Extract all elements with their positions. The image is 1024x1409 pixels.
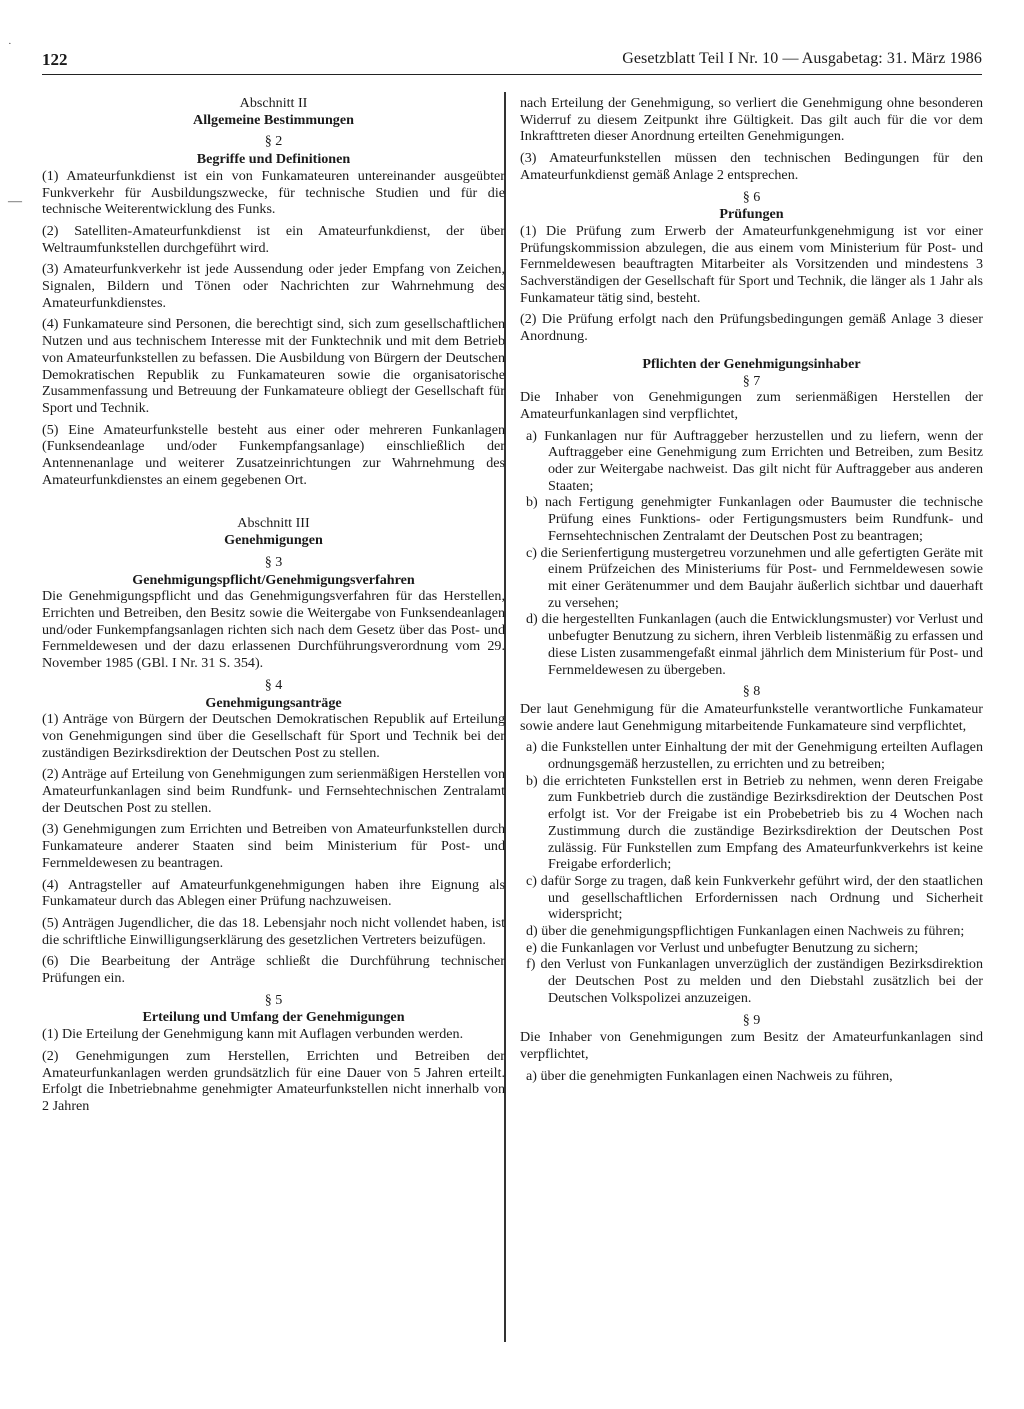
paragraph: (3) Genehmigungen zum Errichten und Betreiben von Amateurfunkstellen durch Funkamateure anderer Staaten sind beim Ministerium für Post- und Fernmeldewesen zu beantragen. [42, 821, 505, 871]
list-item: d) die hergestellten Funkanlagen (auch die Entwicklungsmuster) vor Verlust und unbefugter Benutzung zu sichern, ihren Verbleib listenmäßig zu erfassen und diese Listen zusammengefaßt einmal jährlich dem Ministerium für Post- und Fernmeldewesen zu übergeben. [526, 611, 983, 678]
right-column [520, 95, 983, 1084]
paragraph: (1) Amateurfunkdienst ist ein von Funkamateuren untereinander ausgeübter Funkverkehr für Ausbildungszwecke, für technische Studien und für die technische Weiterentwicklung des Funks. [42, 167, 505, 218]
paragraph: (3) Amateurfunkverkehr ist jede Aussendung oder jeder Empfang von Zeichen, Signalen, Bildern und Tönen oder Nachrichten zur Wahrnehmung des Amateurfunkdienstes. [42, 261, 505, 311]
list-item: c) dafür Sorge zu tragen, daß kein Funkverkehr geführt wird, der den staatlichen und gesellschaftlichen Erfordernissen nach Ordnung und Sicherheit widerspricht; [526, 872, 983, 923]
paragraph: Die Inhaber von Genehmigungen zum serienmäßigen Herstellen der Amateurfunkanlagen sind verpflichtet, [520, 389, 983, 422]
paragraph: Der laut Genehmigung für die Amateurfunkstelle verantwortliche Funkamateur sowie andere laut Genehmigung mitarbeitende Funkamateure sind verpflichtet, [520, 700, 983, 734]
paragraph: (6) Die Bearbeitung der Anträge schließt die Durchführung technischer Prüfungen ein. [42, 953, 505, 987]
list-item: a) die Funkstellen unter Einhaltung der mit der Genehmigung erteilten Auflagen ordnungsgemäß herzustellen, zu errichten und zu betreiben; [526, 739, 983, 773]
paragraph: (2) Genehmigungen zum Herstellen, Errichten und Betreiben der Amateurfunkanlagen werden grundsätzlich für eine Dauer von 5 Jahren erteilt. Erfolgt die Inbetriebnahme genehmigter Amateurfunkstellen nicht innerhalb von 2 Jahren [42, 1047, 505, 1114]
paragraph: (3) Amateurfunkstellen müssen den technischen Bedingungen für den Amateurfunkdienst gemäß Anlage 2 entsprechen. [520, 150, 983, 183]
section-title: Allgemeine Bestimmungen [193, 111, 354, 128]
section-label: Abschnitt III [237, 515, 310, 532]
scan-mark: · [8, 38, 12, 50]
paragraph: (5) Anträgen Jugendlicher, die das 18. Lebensjahr noch nicht vollendet haben, ist die schriftliche Einwilligungserklärung des gesetzlichen Vertreters beizufügen. [42, 914, 505, 948]
paragraph: (4) Funkamateure sind Personen, die berechtigt sind, sich zum gesellschaftlichen Nutzen und aus technischem Interesse mit der Funktechnik und mit dem Betrieb von Amateurfunkstellen zu befassen. Die Ausbildung von Bürgern der Deutschen Demokratischen Republik zu Funkamateuren sowie die organisatorische Zusammenfassung und Betreuung der Funkamateure obliegt der Gesellschaft für Sport und Technik. [42, 316, 505, 416]
paragraph: Die Inhaber von Genehmigungen zum Besitz der Amateurfunkanlagen sind verpflichtet, [520, 1029, 983, 1062]
article-number: § 4 [264, 676, 283, 693]
subsection-title: Pflichten der Genehmigungsinhaber [642, 355, 861, 372]
page-header [42, 50, 982, 75]
list-item: c) die Serienfertigung mustergetreu vorzunehmen und alle gefertigten Geräte mit einem Prüfzeichen des Ministeriums für Post- und Fernmeldewesen sowie mit einer Gerätenummer und dem Baujahr äußerlich sichtbar und dauerhaft zu versehen; [526, 544, 983, 611]
paragraph: (2) Anträge auf Erteilung von Genehmigungen zum serienmäßigen Herstellen von Amateurfunkanlagen sind beim Rundfunk- und Fernsehtechnischen Zentralamt der Deutschen Post zu stellen. [42, 766, 505, 816]
section-label: Abschnitt II [239, 95, 308, 111]
article-number: § 8 [742, 683, 761, 700]
article-title: Erteilung und Umfang der Genehmigungen [142, 1009, 405, 1026]
list-item: d) über die genehmigungspflichtigen Funkanlagen einen Nachweis zu führen; [526, 923, 965, 940]
paragraph: nach Erteilung der Genehmigung, so verliert die Genehmigung ohne besonderen Widerruf zu diesem Zeitpunkt ihre Gültigkeit. Das gilt auch für die vor dem Inkrafttreten dieser Anordnung erteilten Genehmigungen. [520, 95, 983, 145]
margin-mark: — [8, 194, 22, 209]
list-item: a) Funkanlagen nur für Auftraggeber herzustellen und zu liefern, wenn der Auftraggeber eine Genehmigung zum Errichten und Betreiben, zum Besitz oder zur Weitergabe nachweist. Das gilt nicht für Auftraggeber aus anderen Staaten; [526, 427, 983, 494]
section-title: Genehmigungen [224, 532, 323, 549]
paragraph: (2) Die Prüfung erfolgt nach den Prüfungsbedingungen gemäß Anlage 3 dieser Anordnung. [520, 311, 983, 345]
paragraph: Die Genehmigungspflicht und das Genehmigungsverfahren für das Herstellen, Errichten und Betreiben, den Besitz sowie die Weitergabe von Funksendeanlagen und/oder Funkempfangsanlagen richten sich nach dem Gesetz über das Post- und Fernmeldewesen und der dazu erlassenen Durchführungsverordnung vom 29. November 1985 (GBl. I Nr. 31 S. 354). [42, 588, 505, 672]
article-number: § 5 [264, 991, 283, 1008]
paragraph: (5) Eine Amateurfunkstelle besteht aus einer oder mehreren Funkanlagen (Funksendeanlage und/oder Funkempfangsanlage) einschließlich der Antennenanlage und weiterer Zusatzeinrichtungen zur Wahrnehmung des Amateurfunkdienstes an einem gegebenen Ort. [42, 421, 505, 488]
list-item: b) die errichteten Funkstellen erst in Betrieb zu nehmen, wenn deren Freigabe zum Funkbetrieb durch die zuständige Bezirksdirektion der Deutschen Post erfolgt ist. Vor der Freigabe ist ein Probebetrieb bis zu 4 Wochen nach Zustimmung durch die zuständige Bezirksdirektion der Deutschen Post zulässig. Für Funkstellen zum Empfang des Amateurfunkverkehrs ist keine Freigabe erforderlich; [526, 772, 983, 873]
article-number: § 2 [264, 133, 283, 150]
article-title: Genehmigungsanträge [205, 694, 342, 711]
paragraph: (1) Die Erteilung der Genehmigung kann mit Auflagen verbunden werden. [42, 1026, 464, 1043]
list-item: b) nach Fertigung genehmigter Funkanlagen oder Baumuster die technische Prüfung eines Funktions- oder Fertigungsmusters beim Rundfunk- und Fernsehtechnischen Zentralamt der Deutschen Post zu beantragen; [526, 494, 983, 544]
article-number: § 6 [742, 188, 761, 205]
page-number: 122 [42, 50, 68, 69]
paragraph: (2) Satelliten-Amateurfunkdienst ist ein Amateurfunkdienst, der über Weltraumfunkstellen durchgeführt wird. [42, 222, 505, 256]
paragraph: (1) Die Prüfung zum Erwerb der Amateurfunkgenehmigung ist vor einer Prüfungskommission abzulegen, die aus einem vom Ministerium für Post- und Fernmeldewesen beauftragten Mitarbeiter als Vorsitzenden und mindestens 3 Sachverständigen der Gesellschaft für Sport und Technik, die länger als 1 Jahr als Funkamateur tätig sind, besteht. [520, 222, 983, 306]
article-title: Begriffe und Definitionen [196, 151, 351, 168]
list-item: e) die Funkanlagen vor Verlust und unbefugter Benutzung zu sichern; [526, 939, 919, 956]
list-item: a) über die genehmigten Funkanlagen einen Nachweis zu führen, [526, 1067, 893, 1084]
list-item: f) den Verlust von Funkanlagen unverzüglich der zuständigen Bezirksdirektion der Deutschen Post zu melden und den Diebstahl zusätzlich bei der Deutschen Volkspolizei anzuzeigen. [526, 956, 983, 1006]
left-column [42, 95, 505, 1120]
article-number: § 3 [264, 553, 283, 570]
article-title: Genehmigungspflicht/Genehmigungsverfahren [132, 571, 415, 588]
article-title: Prüfungen [719, 206, 784, 223]
article-number: § 7 [742, 372, 761, 389]
article-number: § 9 [742, 1011, 761, 1028]
paragraph: (4) Antragsteller auf Amateurfunkgenehmigungen haben ihre Eignung als Funkamateur durch das Ablegen einer Prüfung nachzuweisen. [42, 876, 505, 910]
paragraph: (1) Anträge von Bürgern der Deutschen Demokratischen Republik auf Erteilung von Genehmigungen sind über die Gesellschaft für Sport und Technik bei der zuständigen Bezirksdirektion der Deutschen Post zu stellen. [42, 711, 505, 761]
running-head: Gesetzblatt Teil I Nr. 10 — Ausgabetag: 31. März 1986 [622, 50, 982, 67]
